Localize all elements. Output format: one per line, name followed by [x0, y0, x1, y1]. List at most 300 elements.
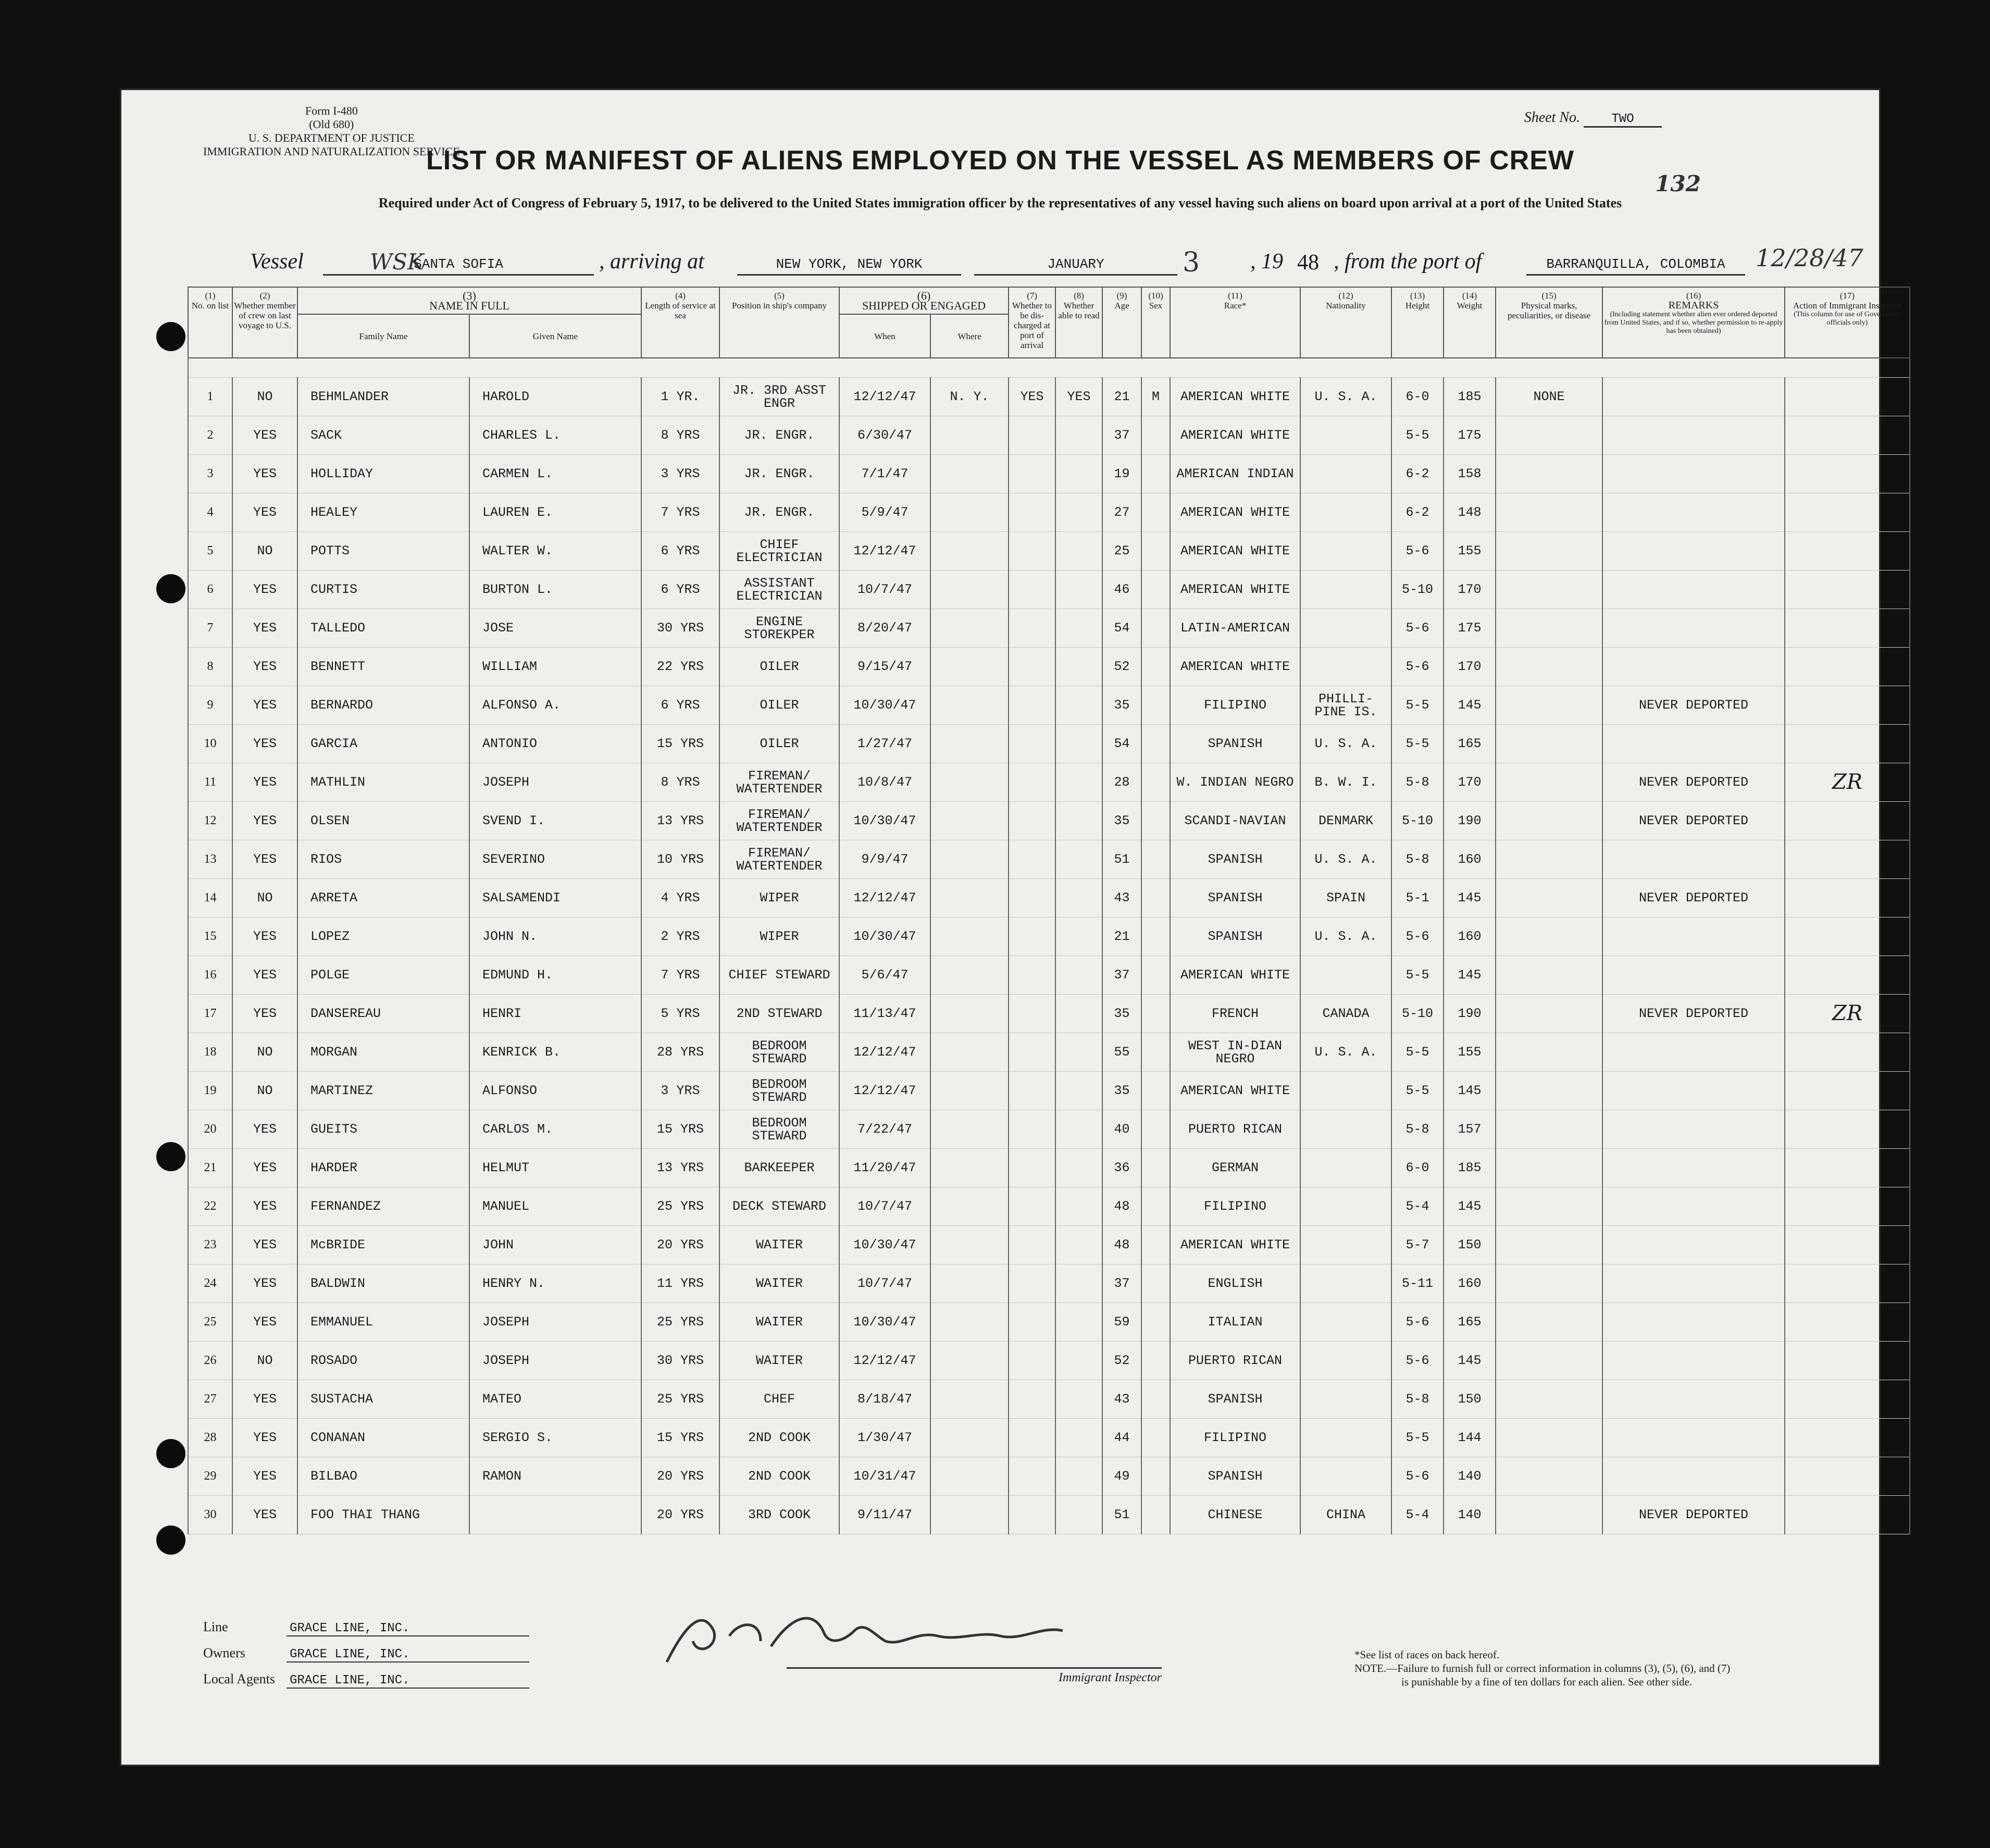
remarks-cell	[1602, 1033, 1785, 1072]
weight-cell: 160	[1444, 1264, 1496, 1303]
row-number-cell: 19	[188, 1072, 232, 1110]
shipped-where-cell	[930, 840, 1009, 879]
nationality-cell	[1300, 493, 1391, 532]
nationality-cell	[1300, 1303, 1391, 1342]
footer-agents	[203, 1671, 529, 1689]
shipped-where-cell	[930, 648, 1009, 686]
to-be-discharged-cell	[1009, 1303, 1055, 1342]
able-to-read-cell	[1055, 570, 1102, 609]
age-cell: 36	[1102, 1149, 1141, 1187]
shipped-when-cell: 10/8/47	[839, 763, 930, 802]
age-cell: 37	[1102, 416, 1141, 455]
shipped-where-cell	[930, 725, 1009, 763]
physical-marks-cell	[1496, 455, 1602, 493]
last-voyage-cell: NO	[232, 532, 297, 570]
nationality-cell	[1300, 1457, 1391, 1496]
height-cell: 5-8	[1391, 763, 1444, 802]
race-cell: ENGLISH	[1170, 1264, 1300, 1303]
to-be-discharged-cell	[1009, 725, 1055, 763]
nationality-cell	[1300, 1264, 1391, 1303]
remarks-cell	[1602, 917, 1785, 956]
able-to-read-cell	[1055, 686, 1102, 725]
height-cell: 5-6	[1391, 1457, 1444, 1496]
shipped-when-cell: 10/30/47	[839, 1303, 930, 1342]
departure-port: BARRANQUILLA, COLOMBIA	[1526, 256, 1745, 276]
last-voyage-cell: NO	[232, 1033, 297, 1072]
length-of-service-cell: 20 YRS	[641, 1226, 719, 1264]
weight-cell: 175	[1444, 416, 1496, 455]
punch-hole	[156, 1142, 185, 1171]
sex-cell	[1141, 1457, 1170, 1496]
row-number-cell: 22	[188, 1187, 232, 1226]
last-voyage-cell: YES	[232, 1149, 297, 1187]
page-number: 132	[1655, 171, 1701, 196]
table-row	[188, 493, 1910, 532]
given-name-cell: KENRICK B.	[469, 1033, 641, 1072]
given-name-cell: CHARLES L.	[469, 416, 641, 455]
physical-marks-cell	[1496, 570, 1602, 609]
age-cell: 52	[1102, 1342, 1141, 1380]
height-cell: 5-6	[1391, 1342, 1444, 1380]
to-be-discharged-cell	[1009, 1419, 1055, 1457]
inspector-action-cell	[1785, 802, 1910, 840]
shipped-where-cell	[930, 1380, 1009, 1419]
given-name-cell	[469, 1496, 641, 1534]
table-row	[188, 879, 1910, 917]
given-name-cell: JOSEPH	[469, 1342, 641, 1380]
family-name-cell: MATHLIN	[297, 763, 469, 802]
remarks-cell	[1602, 1419, 1785, 1457]
given-name-cell: EDMUND H.	[469, 956, 641, 995]
remarks-cell	[1602, 1380, 1785, 1419]
family-name-cell: OLSEN	[297, 802, 469, 840]
sheet-number	[1524, 109, 1662, 128]
owners-value: GRACE LINE, INC.	[287, 1647, 529, 1663]
position-cell: 2ND STEWARD	[719, 995, 839, 1033]
col-no-header: (1) No. on list	[188, 287, 232, 358]
position-cell: JR. ENGR.	[719, 416, 839, 455]
given-name-cell: CARMEN L.	[469, 455, 641, 493]
physical-marks-cell	[1496, 802, 1602, 840]
weight-cell: 160	[1444, 840, 1496, 879]
race-cell: SPANISH	[1170, 1457, 1300, 1496]
row-number-cell: 24	[188, 1264, 232, 1303]
race-cell: AMERICAN INDIAN	[1170, 455, 1300, 493]
to-be-discharged-cell	[1009, 1072, 1055, 1110]
table-row	[188, 840, 1910, 879]
weight-cell: 145	[1444, 686, 1496, 725]
weight-cell: 150	[1444, 1380, 1496, 1419]
family-name-cell: EMMANUEL	[297, 1303, 469, 1342]
position-cell: FIREMAN/ WATERTENDER	[719, 840, 839, 879]
family-name-cell: GARCIA	[297, 725, 469, 763]
to-be-discharged-cell	[1009, 879, 1055, 917]
col-voyage-header: (2) Whether member of crew on last voyage to U.S.	[232, 287, 297, 358]
nationality-cell	[1300, 1226, 1391, 1264]
age-cell: 28	[1102, 763, 1141, 802]
inspector-action-cell	[1785, 1380, 1910, 1419]
col-given-name-header: Given Name	[469, 314, 641, 358]
header-row	[188, 287, 1910, 314]
sex-cell	[1141, 840, 1170, 879]
row-number-cell: 27	[188, 1380, 232, 1419]
length-of-service-cell: 25 YRS	[641, 1303, 719, 1342]
physical-marks-cell	[1496, 879, 1602, 917]
shipped-when-cell: 10/30/47	[839, 686, 930, 725]
physical-marks-cell	[1496, 609, 1602, 648]
table-row	[188, 455, 1910, 493]
shipped-when-cell: 11/13/47	[839, 995, 930, 1033]
physical-marks-cell	[1496, 725, 1602, 763]
shipped-where-cell	[930, 879, 1009, 917]
position-cell: CHIEF ELECTRICIAN	[719, 532, 839, 570]
footer-owners	[203, 1645, 529, 1663]
shipped-where-cell	[930, 532, 1009, 570]
race-cell: LATIN-AMERICAN	[1170, 609, 1300, 648]
length-of-service-cell: 15 YRS	[641, 1110, 719, 1149]
remarks-cell: NEVER DEPORTED	[1602, 686, 1785, 725]
punch-hole	[156, 1439, 185, 1468]
given-name-cell: MATEO	[469, 1380, 641, 1419]
race-cell: SPANISH	[1170, 917, 1300, 956]
weight-cell: 190	[1444, 802, 1496, 840]
inspector-action-cell	[1785, 570, 1910, 609]
inspector-action-cell: ZR	[1785, 763, 1910, 802]
given-name-cell: ALFONSO	[469, 1072, 641, 1110]
position-cell: FIREMAN/ WATERTENDER	[719, 802, 839, 840]
nationality-cell: B. W. I.	[1300, 763, 1391, 802]
family-name-cell: CURTIS	[297, 570, 469, 609]
physical-marks-cell	[1496, 1033, 1602, 1072]
nationality-cell	[1300, 1419, 1391, 1457]
vessel-line	[250, 244, 1863, 280]
nationality-cell	[1300, 648, 1391, 686]
given-name-cell: JOSE	[469, 609, 641, 648]
to-be-discharged-cell	[1009, 1342, 1055, 1380]
shipped-where-cell	[930, 455, 1009, 493]
physical-marks-cell	[1496, 1457, 1602, 1496]
document-subtitle: Required under Act of Congress of February 5, 1917, to be delivered to the United States immigration officer by the representatives of any vessel having such aliens on board upon arrival at a port of the United States	[378, 195, 1622, 210]
sex-cell	[1141, 763, 1170, 802]
given-name-cell: MANUEL	[469, 1187, 641, 1226]
inspector-action-cell	[1785, 1342, 1910, 1380]
last-voyage-cell: YES	[232, 1226, 297, 1264]
shipped-where-cell	[930, 1033, 1009, 1072]
given-name-cell: SALSAMENDI	[469, 879, 641, 917]
shipped-where-cell	[930, 1457, 1009, 1496]
to-be-discharged-cell	[1009, 686, 1055, 725]
last-voyage-cell: YES	[232, 725, 297, 763]
footer-line	[203, 1619, 529, 1636]
family-name-cell: RIOS	[297, 840, 469, 879]
form-number: Form I-480	[305, 104, 358, 117]
nationality-cell	[1300, 1187, 1391, 1226]
physical-marks-cell	[1496, 648, 1602, 686]
col-weight-header: (14) Weight	[1444, 287, 1496, 358]
sex-cell	[1141, 1380, 1170, 1419]
col-nationality-header: (12) Nationality	[1300, 287, 1391, 358]
race-cell: PUERTO RICAN	[1170, 1110, 1300, 1149]
table-row	[188, 917, 1910, 956]
shipped-when-cell: 10/30/47	[839, 917, 930, 956]
col-read-header: (8) Whether able to read	[1055, 287, 1102, 358]
weight-cell: 155	[1444, 532, 1496, 570]
table-row	[188, 802, 1910, 840]
nationality-cell: U. S. A.	[1300, 378, 1391, 416]
family-name-cell: McBRIDE	[297, 1226, 469, 1264]
length-of-service-cell: 15 YRS	[641, 1419, 719, 1457]
shipped-where-cell	[930, 686, 1009, 725]
arrival-port: NEW YORK, NEW YORK	[737, 256, 961, 276]
to-be-discharged-cell	[1009, 1187, 1055, 1226]
remarks-cell	[1602, 956, 1785, 995]
height-cell: 5-10	[1391, 995, 1444, 1033]
col-remarks-header: (16) REMARKS (Including statement whether alien ever ordered deported from United States, and if so, whether permission to re-apply has been obtained)	[1602, 287, 1785, 358]
to-be-discharged-cell	[1009, 648, 1055, 686]
shipped-when-cell: 7/1/47	[839, 455, 930, 493]
weight-cell: 155	[1444, 1033, 1496, 1072]
row-number-cell: 23	[188, 1226, 232, 1264]
shipped-when-cell: 8/18/47	[839, 1380, 930, 1419]
length-of-service-cell: 20 YRS	[641, 1457, 719, 1496]
family-name-cell: CONANAN	[297, 1419, 469, 1457]
height-cell: 5-6	[1391, 532, 1444, 570]
table-row	[188, 609, 1910, 648]
last-voyage-cell: YES	[232, 1496, 297, 1534]
row-number-cell: 15	[188, 917, 232, 956]
given-name-cell: ANTONIO	[469, 725, 641, 763]
shipped-where-cell	[930, 1226, 1009, 1264]
given-name-cell: HENRI	[469, 995, 641, 1033]
last-voyage-cell: YES	[232, 917, 297, 956]
given-name-cell: JOSEPH	[469, 1303, 641, 1342]
remarks-cell: NEVER DEPORTED	[1602, 802, 1785, 840]
to-be-discharged-cell	[1009, 1264, 1055, 1303]
age-cell: 46	[1102, 570, 1141, 609]
remarks-cell	[1602, 378, 1785, 416]
punch-hole	[156, 322, 185, 351]
race-cell: FRENCH	[1170, 995, 1300, 1033]
sex-cell	[1141, 1226, 1170, 1264]
weight-cell: 145	[1444, 956, 1496, 995]
height-cell: 5-5	[1391, 416, 1444, 455]
height-cell: 6-2	[1391, 493, 1444, 532]
sex-cell	[1141, 956, 1170, 995]
row-number-cell: 20	[188, 1110, 232, 1149]
sex-cell	[1141, 917, 1170, 956]
length-of-service-cell: 28 YRS	[641, 1033, 719, 1072]
family-name-cell: ARRETA	[297, 879, 469, 917]
shipped-when-cell: 12/12/47	[839, 1072, 930, 1110]
length-of-service-cell: 30 YRS	[641, 609, 719, 648]
remarks-cell: NEVER DEPORTED	[1602, 879, 1785, 917]
nationality-cell: PHILLI-PINE IS.	[1300, 686, 1391, 725]
remarks-cell	[1602, 455, 1785, 493]
last-voyage-cell: NO	[232, 378, 297, 416]
row-number-cell: 3	[188, 455, 232, 493]
family-name-cell: BERNARDO	[297, 686, 469, 725]
remarks-cell	[1602, 1072, 1785, 1110]
height-cell: 5-8	[1391, 840, 1444, 879]
arrival-month: JANUARY	[974, 256, 1177, 276]
race-cell: SCANDI-NAVIAN	[1170, 802, 1300, 840]
vessel-label: Vessel	[250, 250, 304, 274]
col-family-name-header: Family Name	[297, 314, 469, 358]
length-of-service-cell: 8 YRS	[641, 416, 719, 455]
position-cell: WIPER	[719, 917, 839, 956]
to-be-discharged-cell	[1009, 802, 1055, 840]
physical-marks-cell	[1496, 1342, 1602, 1380]
shipped-where-cell	[930, 917, 1009, 956]
nationality-cell: U. S. A.	[1300, 917, 1391, 956]
length-of-service-cell: 20 YRS	[641, 1496, 719, 1534]
remarks-cell	[1602, 1457, 1785, 1496]
shipped-where-cell	[930, 609, 1009, 648]
weight-cell: 175	[1444, 609, 1496, 648]
to-be-discharged-cell	[1009, 609, 1055, 648]
sex-cell	[1141, 609, 1170, 648]
punch-hole	[156, 574, 185, 603]
inspector-action-cell	[1785, 648, 1910, 686]
table-row	[188, 1303, 1910, 1342]
to-be-discharged-cell	[1009, 493, 1055, 532]
position-cell: WAITER	[719, 1342, 839, 1380]
to-be-discharged-cell	[1009, 1380, 1055, 1419]
shipped-when-cell: 9/9/47	[839, 840, 930, 879]
height-cell: 5-5	[1391, 686, 1444, 725]
table-row	[188, 995, 1910, 1033]
shipped-when-cell: 5/9/47	[839, 493, 930, 532]
physical-marks-cell	[1496, 1226, 1602, 1264]
manifest-sheet	[120, 89, 1902, 1766]
length-of-service-cell: 10 YRS	[641, 840, 719, 879]
to-be-discharged-cell	[1009, 1457, 1055, 1496]
sex-cell	[1141, 1496, 1170, 1534]
sheet-number-label: Sheet No.	[1524, 109, 1580, 126]
remarks-cell	[1602, 1110, 1785, 1149]
length-of-service-cell: 6 YRS	[641, 570, 719, 609]
col-height-header: (13) Height	[1391, 287, 1444, 358]
row-number-cell: 9	[188, 686, 232, 725]
agents-label: Local Agents	[203, 1671, 275, 1686]
race-cell: W. INDIAN NEGRO	[1170, 763, 1300, 802]
height-cell: 5-4	[1391, 1187, 1444, 1226]
height-cell: 5-11	[1391, 1264, 1444, 1303]
family-name-cell: BENNETT	[297, 648, 469, 686]
table-row	[188, 1496, 1910, 1534]
family-name-cell: LOPEZ	[297, 917, 469, 956]
age-cell: 54	[1102, 609, 1141, 648]
sex-cell	[1141, 648, 1170, 686]
inspector-action-cell	[1785, 1149, 1910, 1187]
table-row	[188, 648, 1910, 686]
sex-cell	[1141, 1033, 1170, 1072]
length-of-service-cell: 15 YRS	[641, 725, 719, 763]
sex-cell	[1141, 725, 1170, 763]
race-cell: AMERICAN WHITE	[1170, 570, 1300, 609]
last-voyage-cell: YES	[232, 1380, 297, 1419]
last-voyage-cell: YES	[232, 648, 297, 686]
position-cell: 2ND COOK	[719, 1457, 839, 1496]
remarks-cell	[1602, 648, 1785, 686]
crew-rows	[188, 378, 1910, 1534]
inspector-action-cell	[1785, 416, 1910, 455]
able-to-read-cell	[1055, 1419, 1102, 1457]
nationality-cell	[1300, 416, 1391, 455]
table-row	[188, 1110, 1910, 1149]
shipped-when-cell: 10/30/47	[839, 802, 930, 840]
row-number-cell: 17	[188, 995, 232, 1033]
weight-cell: 170	[1444, 570, 1496, 609]
position-cell: BEDROOM STEWARD	[719, 1110, 839, 1149]
inspector-action-cell	[1785, 917, 1910, 956]
remarks-cell	[1602, 493, 1785, 532]
shipped-where-cell	[930, 1110, 1009, 1149]
year-prefix: , 19	[1250, 250, 1283, 274]
height-cell: 5-6	[1391, 917, 1444, 956]
able-to-read-cell	[1055, 532, 1102, 570]
remarks-cell	[1602, 1226, 1785, 1264]
inspector-action-cell	[1785, 725, 1910, 763]
able-to-read-cell	[1055, 1303, 1102, 1342]
height-cell: 5-10	[1391, 570, 1444, 609]
shipped-where-cell: N. Y.	[930, 378, 1009, 416]
to-be-discharged-cell	[1009, 416, 1055, 455]
last-voyage-cell: YES	[232, 1303, 297, 1342]
height-cell: 5-6	[1391, 648, 1444, 686]
age-cell: 48	[1102, 1187, 1141, 1226]
row-number-cell: 16	[188, 956, 232, 995]
given-name-cell: BURTON L.	[469, 570, 641, 609]
position-cell: FIREMAN/ WATERTENDER	[719, 763, 839, 802]
shipped-where-cell	[930, 763, 1009, 802]
given-name-cell: ALFONSO A.	[469, 686, 641, 725]
able-to-read-cell	[1055, 1072, 1102, 1110]
able-to-read-cell	[1055, 1110, 1102, 1149]
last-voyage-cell: YES	[232, 1419, 297, 1457]
row-number-cell: 5	[188, 532, 232, 570]
given-name-cell: JOHN N.	[469, 917, 641, 956]
to-be-discharged-cell	[1009, 956, 1055, 995]
length-of-service-cell: 8 YRS	[641, 763, 719, 802]
inspector-action-cell	[1785, 1072, 1910, 1110]
able-to-read-cell	[1055, 1342, 1102, 1380]
to-be-discharged-cell	[1009, 1226, 1055, 1264]
weight-cell: 145	[1444, 1187, 1496, 1226]
shipped-when-cell: 12/12/47	[839, 1033, 930, 1072]
col-where-header: Where	[930, 314, 1009, 358]
table-row	[188, 1264, 1910, 1303]
able-to-read-cell	[1055, 802, 1102, 840]
row-number-cell: 4	[188, 493, 232, 532]
age-cell: 48	[1102, 1226, 1141, 1264]
inspector-signature	[656, 1599, 1177, 1672]
given-name-cell: SEVERINO	[469, 840, 641, 879]
race-cell: AMERICAN WHITE	[1170, 532, 1300, 570]
race-cell: PUERTO RICAN	[1170, 1342, 1300, 1380]
to-be-discharged-cell: YES	[1009, 378, 1055, 416]
physical-marks-cell	[1496, 493, 1602, 532]
family-name-cell: HOLLIDAY	[297, 455, 469, 493]
table-row	[188, 763, 1910, 802]
nationality-cell: SPAIN	[1300, 879, 1391, 917]
col-shipped-header: (6) SHIPPED OR ENGAGED	[839, 287, 1009, 314]
last-voyage-cell: YES	[232, 802, 297, 840]
able-to-read-cell	[1055, 725, 1102, 763]
inspector-label: Immigrant Inspector	[787, 1667, 1162, 1685]
table-row	[188, 416, 1910, 455]
physical-marks-cell	[1496, 840, 1602, 879]
